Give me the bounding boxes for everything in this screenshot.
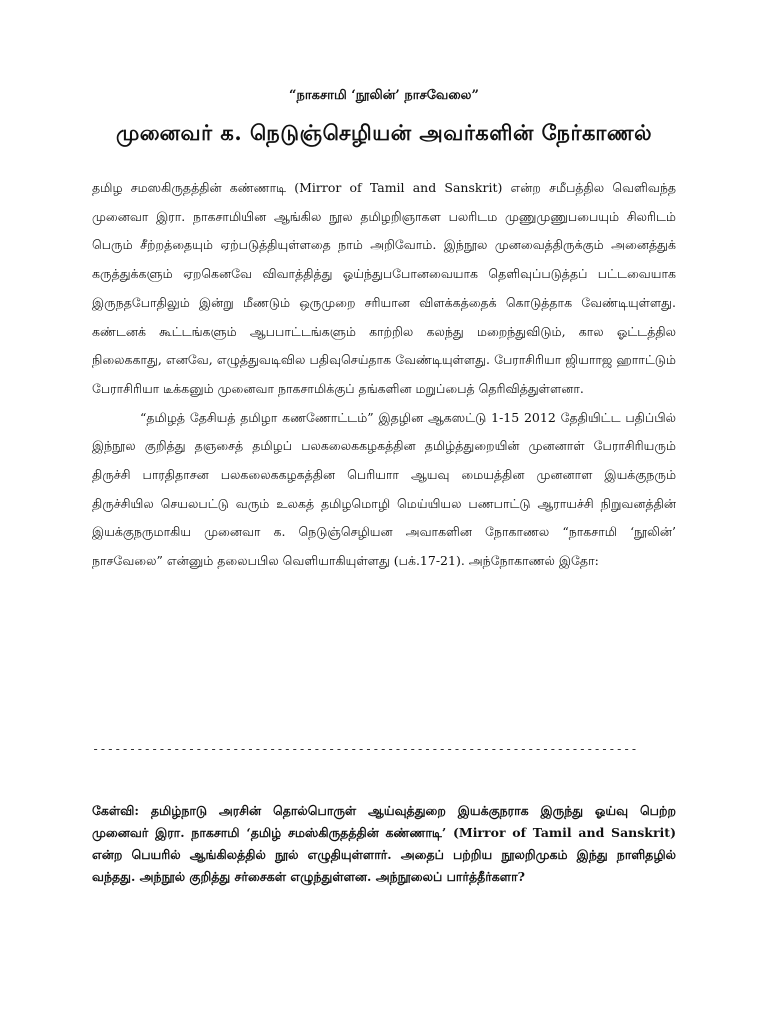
article-subtitle: “நாகசாமி ‘நூலின்’ நாசவேலை” — [289, 88, 479, 103]
paragraph-source: “தமிழத் தேசியத் தமிழா கணணோட்டம்” இதழின ஆகஸட்டு 1-15 2012 தேதியிட்ட பதிப்பில் இந்நூல குறித்து தஞசைத் தமிழப் பலகலைககழகத்தின தமிழ்த்துறையின் முனனாள் பேராசிரியரும் திருச்சி பாரதிதாசன பலகலைககழகத்தின பெரியாா ஆயவு மையத்தின முனனாள இயக்குநரும் திருச்சியில செயலபட்டு வரும் உலகத் தமிழமொழி மெய்யியல பணபாட்டு ஆராயச்சி நிறுவனத்தின் இயக்குநருமாகிய முனைவா க. நெடுஞ்செழியன அவாகளின நோகாணல “நாகசாமி ‘நூலின்’ நாசவேலை” என்னும் தலைபபில வெளியாகியுள்ளது (பக்.17-21). அந்நோகாணல் இதோ: — [92, 409, 676, 569]
dashed-divider: -------------------------------------------------------------------------- — [92, 742, 638, 756]
paragraph-intro: தமிழ சமஸகிருதத்தின் கண்ணாடி (Mirror of Tamil and Sanskrit) என்ற சமீபத்தில வெளிவந்த முனைவா இரா. நாகசாமியின ஆங்கில நூல தமிழறிஞாகள பலரிடம முணுமுணுபபையும் சிலரிடம் பெரும் சீற்றத்தையும் ஏற்படுத்தியுள்ளதை நாம் அறிவோம். இந்நூல முனவைத்திருக்கும் அனைத்துக் கருத்துக்களும் ஏறகெனவே விவாத்தித்து ஓய்ந்துபபோனவையாக தெளிவுப்படுத்தப் பட்டவையாக இருநதபோதிலும் இன்று மீணடும் ஒருமுறை சரியான விளக்கத்தைக் கொடுத்தாக வேண்டியுள்ளது. கண்டனக் கூட்டங்களும் ஆபபாட்டங்களும் காற்றில கலந்து மறைந்துவிடும், கால ஓட்டத்தில நிலைககாது, எனவே, எழுத்துவடிவில பதிவுசெய்தாக வேண்டியுள்ளது. பேராசிரியா ஜியாாஜ ஹாாட்டும் பேராசிரியா டீக்கனும் முனைவா நாகசாமிக்குப் தங்களின மறுப்பைத் தெரிவித்துள்ளனா. — [92, 180, 676, 396]
article-title: முனைவர் க. நெடுஞ்செழியன் அவர்களின் நேர்காணல் — [115, 120, 653, 145]
interview-question: கேள்வி: தமிழ்நாடு அரசின் தொல்பொருள் ஆய்வுத்துறை இயக்குநராக இருந்து ஓய்வு பெற்ற முனைவர் இரா. நாகசாமி ‘தமிழ் சமஸ்கிருதத்தின் கண்ணாடி’ (Mirror of Tamil and Sanskrit) என்ற பெயரில் ஆங்கிலத்தில் நூல் எழுதியுள்ளார். அதைப் பற்றிய நூலறிமுகம் இந்து நாளிதழில் வந்தது. அந்நூல் குறித்து சர்சைகள் எழுந்துள்ளன. அந்நூலைப் பார்த்தீர்களா? — [92, 803, 676, 884]
article-body — [92, 174, 676, 576]
